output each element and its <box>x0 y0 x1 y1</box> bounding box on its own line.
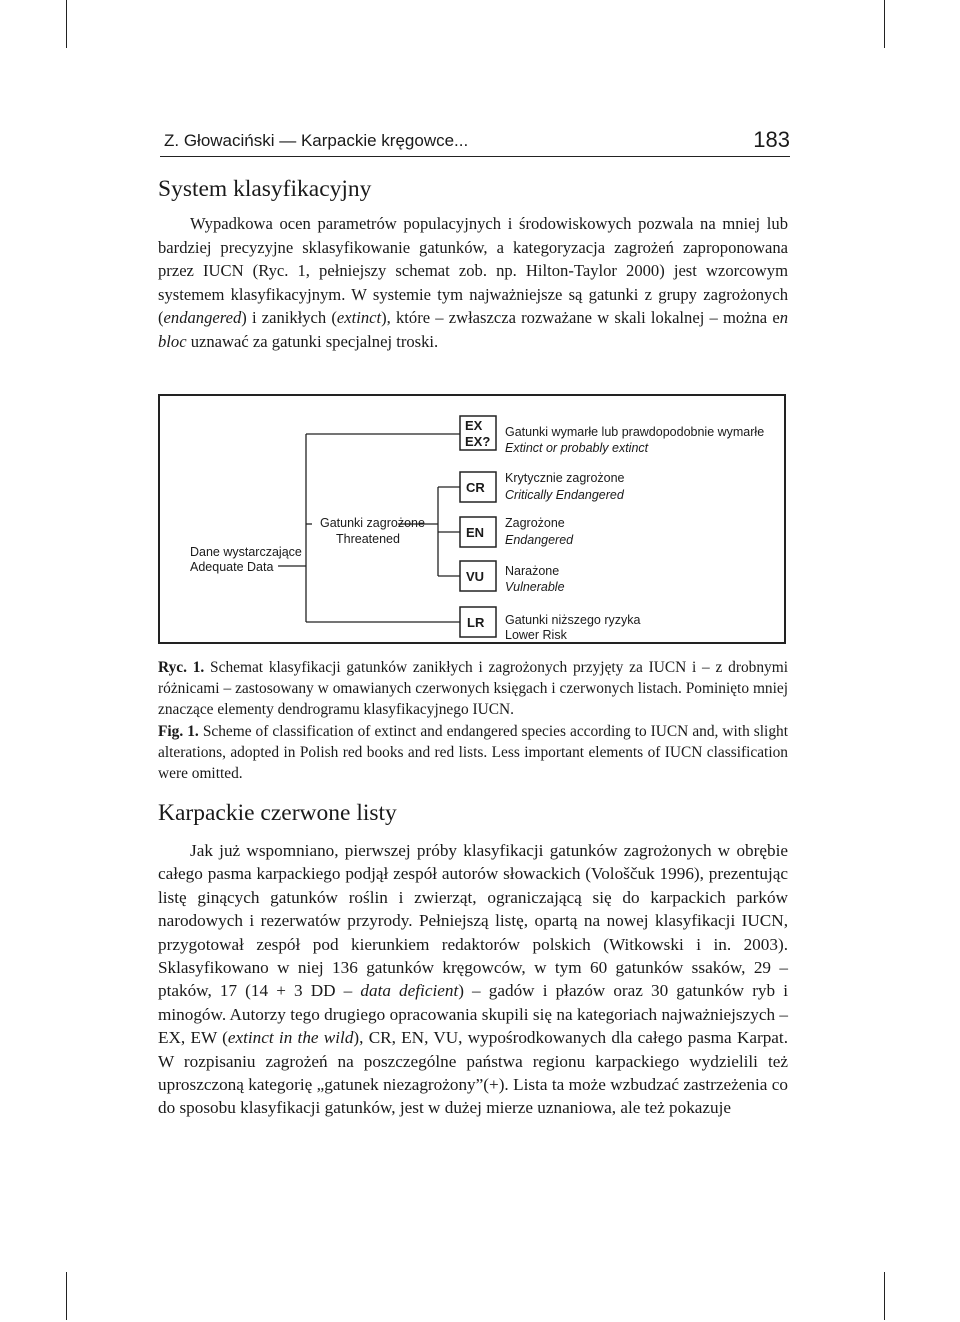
page-number: 183 <box>753 127 790 152</box>
category-vu-en: Vulnerable <box>505 580 565 594</box>
category-lr-en: Lower Risk <box>505 628 567 642</box>
category-vu-pl: Narażone <box>505 564 560 578</box>
dendrogram <box>160 396 788 646</box>
crop-mark <box>66 0 67 48</box>
term-italic: endangered <box>163 308 242 328</box>
category-vu-code: VU <box>466 569 485 584</box>
figure-caption-pl <box>158 657 788 721</box>
category-cr-code: CR <box>466 480 485 495</box>
category-lr-code: LR <box>467 615 485 630</box>
paragraph-text: ) – gadów i płazów oraz 30 gatunków ryb i minogów. Autorzy tego drugiego opracowania skupili się na kategoriach najważniejszych – EX, EW ( <box>158 981 788 1048</box>
caption-text-pl: Schemat klasyfikacji gatunków zanikłych i zagrożonych przyjęty za IUCN i – z drobnymi różnicami – zastosowany w omawianych czerwonych księgach i czerwonych listach. Pominięto mniej znaczące elementy dendrogramu klasyfikacyjnego IUCN. <box>158 659 788 719</box>
category-en-code: EN <box>466 525 485 540</box>
category-ex-code2: EX? <box>465 434 491 449</box>
root-label-en: Adequate Data <box>190 560 274 574</box>
category-en-en: Endangered <box>505 533 574 547</box>
category-cr-en: Critically Endangered <box>505 488 624 502</box>
term-italic: extinct in the wild <box>227 1028 354 1048</box>
root-label-pl: Dane wystarczające <box>190 545 302 559</box>
paragraph-text: ), które – zwłaszcza rozważane w skali lokalnej – można e <box>381 308 780 328</box>
caption-label-en: Fig. 1. <box>158 723 199 740</box>
caption-text-en: Scheme of classification of extinct and endangered species according to IUCN and, with slight alterations, adopted in Polish red books and red lists. Less important elements of IUCN classification were omitted. <box>158 723 788 783</box>
paragraph-karpackie <box>158 839 788 1120</box>
category-lr <box>460 607 641 642</box>
section-title-karpackie: Karpackie czerwone listy <box>158 800 397 826</box>
category-lr-pl: Gatunki niższego ryzyka <box>505 613 641 627</box>
category-en-pl: Zagrożone <box>505 516 565 530</box>
page-header <box>160 118 790 157</box>
term-italic: extinct <box>336 308 382 328</box>
category-ex-code: EX <box>465 418 483 433</box>
figure-caption-en <box>158 721 788 785</box>
caption-label-pl: Ryc. 1. <box>158 659 205 676</box>
term-italic: data deficient <box>360 981 459 1001</box>
threatened-label-pl: Gatunki zagrożone <box>320 516 425 530</box>
paragraph-text: Jak już wspomniano, pierwszej próby klasyfikacji gatunków zagrożonych w obrębie całego pasma karpackiego podjął zespół autorów słowackich (Vološčuk 1996), prezentując listę ginących gatunków roślin i zwierząt, ograniczającą się do karpackich parków narodowych i rezerwatów przyrody. Pełniejszą listę, opartą na nowej klasyfikacji IUCN, przygotował zespół pod kierunkiem redaktorów polskich (Witkowski i in. 2003). Sklasyfikowano w niej 136 gatunków kręgowców, w tym 60 gatunków ssaków, 29 – ptaków, 17 (14 + 3 DD – <box>158 841 788 1001</box>
paragraph-text: Wypadkowa ocen parametrów populacyjnych i środowiskowych pozwala na mniej lub bardziej precyzyjne sklasyfikowanie gatunków, a kategoryzacja zagrożeń zaproponowana przez IUCN (Ryc. 1, pełniejszy schemat zob. np. Hilton-Taylor 2000) jest wzorcowym systemem klasyfikacyjnym. W systemie tym najważniejsze są gatunki z grupy zagrożonych ( <box>158 214 788 328</box>
category-ex-pl: Gatunki wymarłe lub prawdopodobnie wymarłe <box>505 425 765 439</box>
crop-mark <box>66 1272 67 1320</box>
category-ex-en: Extinct or probably extinct <box>505 441 649 455</box>
threatened-label-en: Threatened <box>336 532 400 546</box>
category-cr-pl: Krytycznie zagrożone <box>505 471 625 485</box>
running-head: Z. Głowaciński — Karpackie kręgowce... <box>164 131 469 150</box>
term-italic: n bloc <box>158 308 788 351</box>
classification-figure <box>158 394 786 644</box>
category-ex <box>460 416 764 455</box>
paragraph-text: ) i zanikłych ( <box>241 308 337 328</box>
crop-mark <box>884 0 885 48</box>
paragraph-system <box>158 212 788 354</box>
category-vu <box>460 561 565 594</box>
section-title-system: System klasyfikacyjny <box>158 176 372 202</box>
paragraph-text: uznawać za gatunki specjalnej troski. <box>186 331 439 351</box>
category-cr <box>460 471 625 502</box>
category-en <box>460 516 574 547</box>
paragraph-text: ), CR, EN, VU, wypośrodkowanych dla całego pasma Karpat. W rozpisaniu zagrożeń na poszczególne państwa regionu karpackiego wydzielili też uproszczoną kategorię „gatunek niezagrożony”(+). Lista ta może wzbudzać zastrzeżenia co do sposobu klasyfikacji gatunków, jest w dużej mierze uznaniowa, ale też pokazuje <box>158 1028 788 1118</box>
crop-mark <box>884 1272 885 1320</box>
